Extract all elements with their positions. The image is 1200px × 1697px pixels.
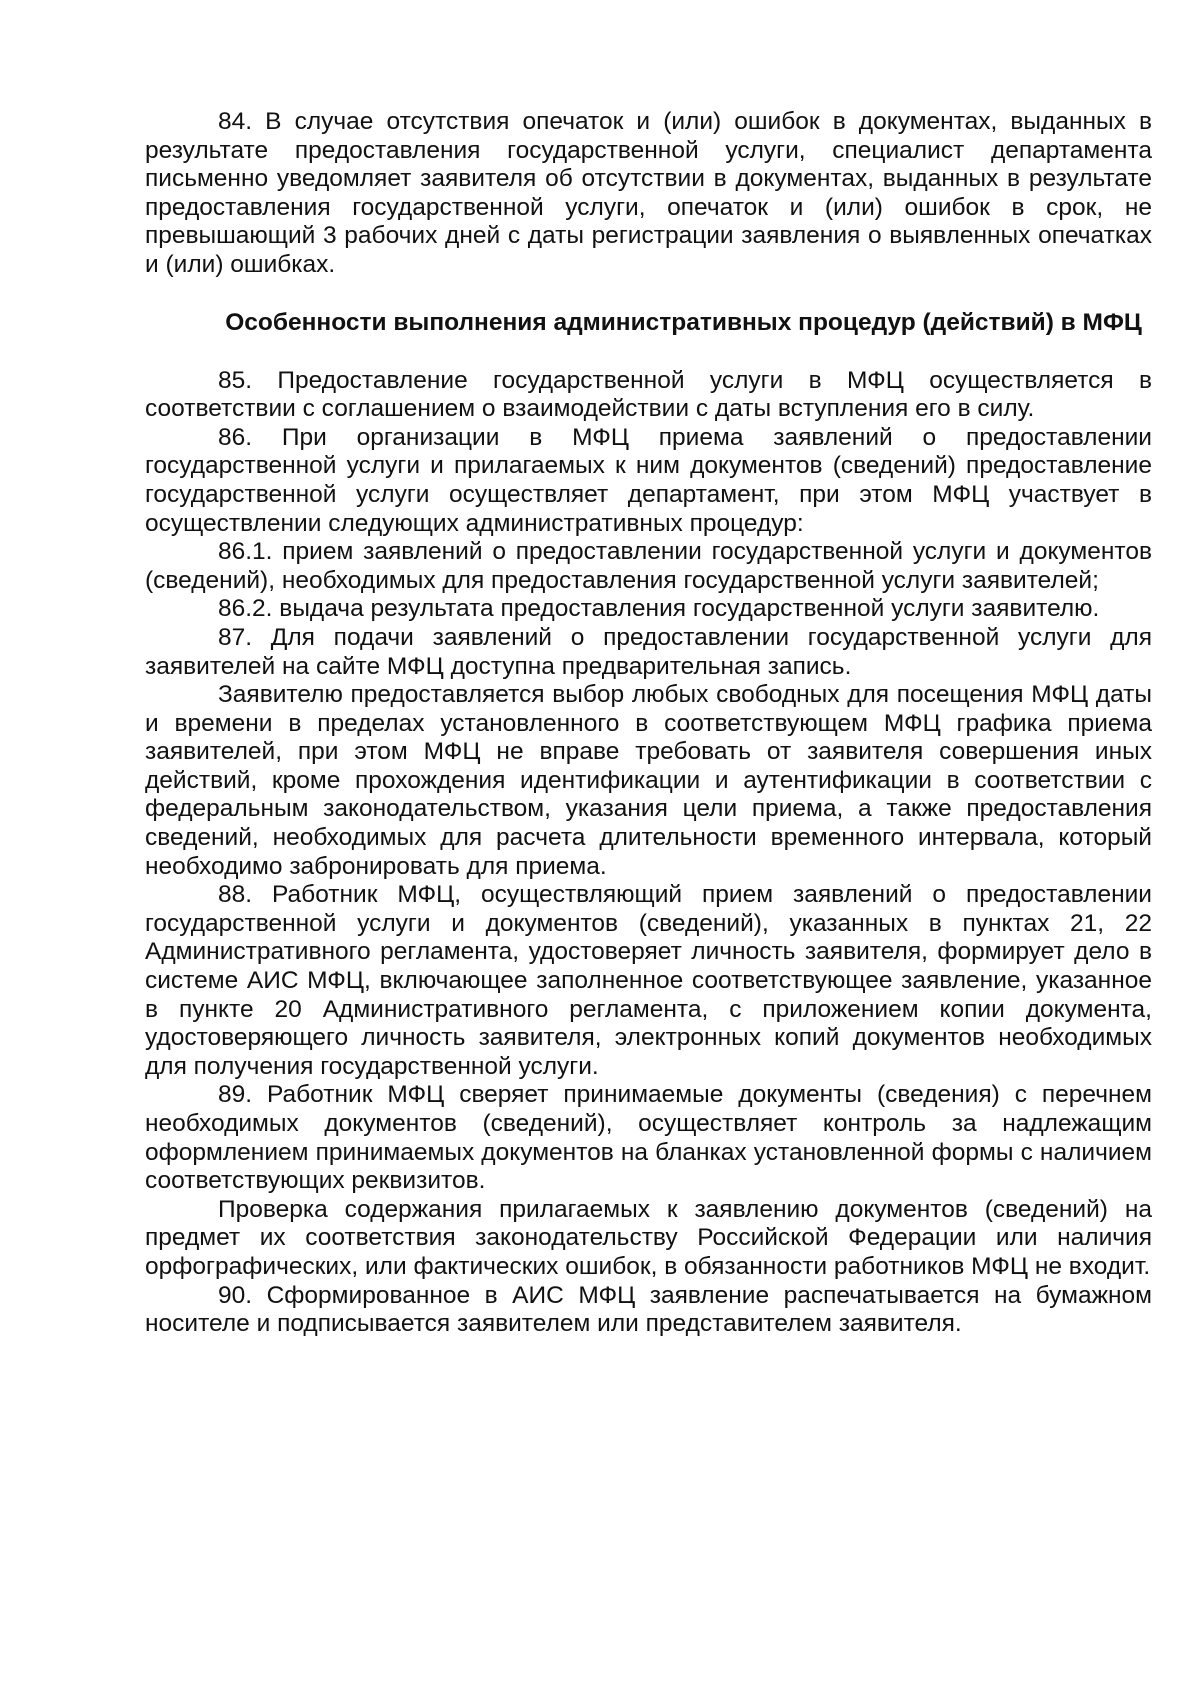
- paragraph-86-2: 86.2. выдача результата предоставления государственной услуги заявителю.: [218, 595, 1100, 623]
- paragraph-89: 89. Работник МФЦ сверяет принимаемые документы (сведения) с перечнем необходимых документов (сведений), осуществляет контроль за надлежащим оформлением принимаемых документов на бланках установленной формы с наличием соответствующих реквизитов.: [145, 1081, 1152, 1195]
- paragraph-85: 85. Предоставление государственной услуги в МФЦ осуществляется в соответствии с соглашением о взаимодействии с даты вступления его в силу.: [145, 366, 1152, 423]
- section-heading: Особенности выполнения административных процедур (действий) в МФЦ: [225, 308, 1142, 336]
- paragraph-90: 90. Сформированное в АИС МФЦ заявление распечатывается на бумажном носителе и подписывается заявителем или представителем заявителя.: [145, 1281, 1152, 1338]
- paragraph-84: 84. В случае отсутствия опечаток и (или) ошибок в документах, выданных в результате предоставления государственной услуги, специалист департамента письменно уведомляет заявителя об отсутствии в документах, выданных в результате предоставления государственной услуги, опечаток и (или) ошибок в срок, не превышающий 3 рабочих дней с даты регистрации заявления о выявленных опечатках и (или) ошибках.: [145, 108, 1152, 278]
- paragraph-89-continued: Проверка содержания прилагаемых к заявлению документов (сведений) на предмет их соответствия законодательству Российской Федерации или наличия орфографических, или фактических ошибок, в обязанности работников МФЦ не входит.: [145, 1195, 1152, 1280]
- paragraph-87-continued: Заявителю предоставляется выбор любых свободных для посещения МФЦ даты и времени в пределах установленного в соответствующем МФЦ графика приема заявителей, при этом МФЦ не вправе требовать от заявителя совершения иных действий, кроме прохождения идентификации и аутентификации в соответствии с федеральным законодательством, указания цели приема, а также предоставления сведений, необходимых для расчета длительности временного интервала, который необходимо забронировать для приема.: [145, 681, 1152, 880]
- paragraph-86-1: 86.1. прием заявлений о предоставлении государственной услуги и документов (сведений), необходимых для предоставления государственной услуги заявителей;: [145, 538, 1152, 594]
- paragraph-88: 88. Работник МФЦ, осуществляющий прием заявлений о предоставлении государственной услуги и документов (сведений), указанных в пунктах 21, 22 Административного регламента, удостоверяет личность заявителя, формирует дело в системе АИС МФЦ, включающее заполненное соответствующее заявление, указанное в пункте 20 Административного регламента, с приложением копии документа, удостоверяющего личность заявителя, электронных копий документов необходимых для получения государственной услуги.: [145, 881, 1152, 1080]
- document-page: [145, 108, 1152, 1339]
- paragraph-86: 86. При организации в МФЦ приема заявлений о предоставлении государственной услуги и прилагаемых к ним документов (сведений) предоставление государственной услуги осуществляет департамент, при этом МФЦ участвует в осуществлении следующих административных процедур:: [145, 423, 1152, 537]
- paragraph-87: 87. Для подачи заявлений о предоставлении государственной услуги для заявителей на сайте МФЦ доступна предварительная запись.: [145, 623, 1152, 680]
